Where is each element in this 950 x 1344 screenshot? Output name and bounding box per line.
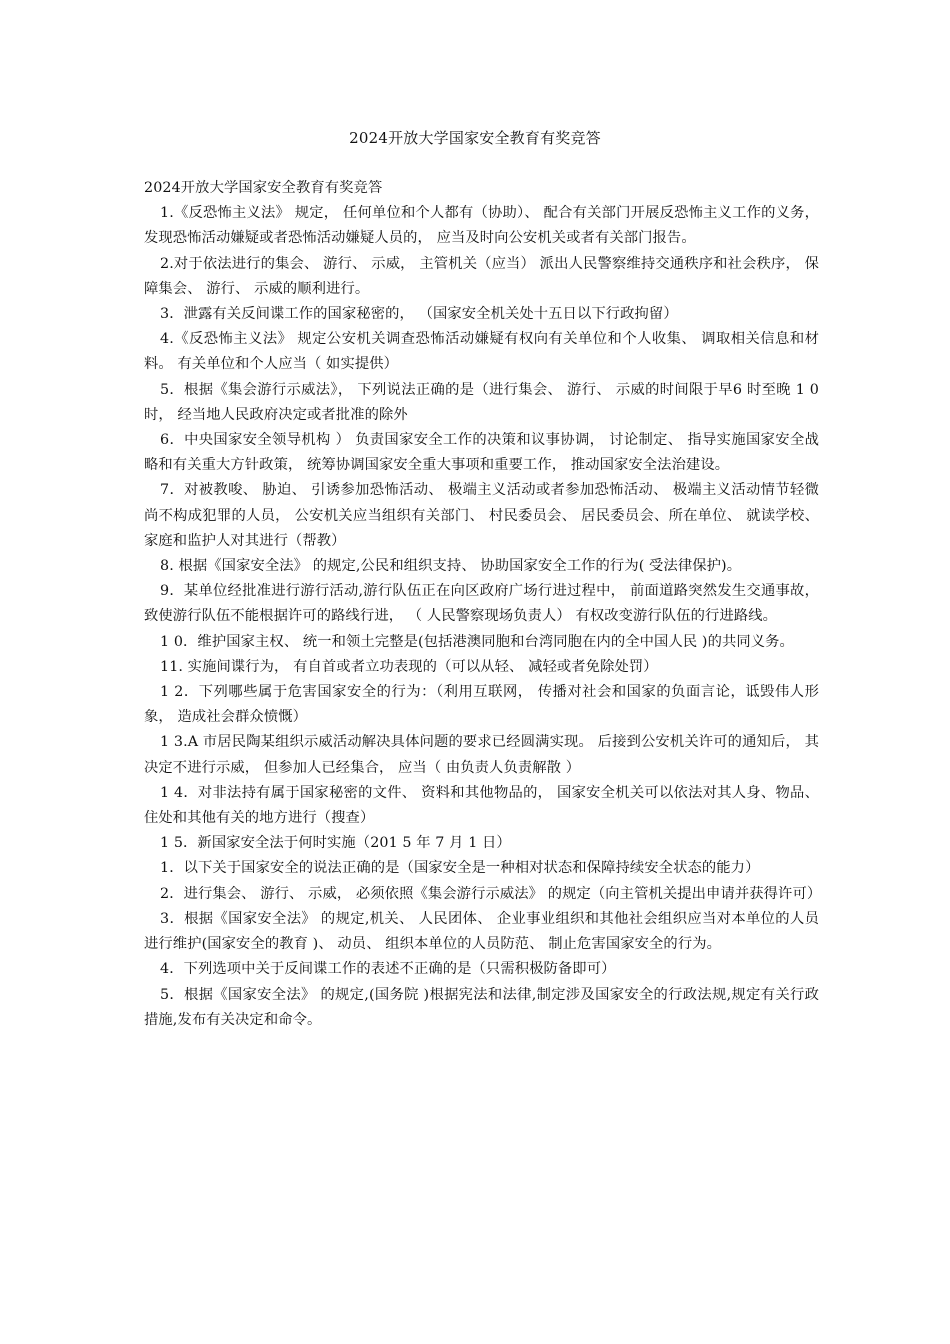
question-paragraph: 1 4．对非法持有属于国家秘密的文件、 资料和其他物品的， 国家安全机关可以依法对其人身、物品、 住处和其他有关的地方进行（搜查） — [144, 784, 819, 827]
question-paragraph: 7．对被教唆、 胁迫、 引诱参加恐怖活动、 极端主义活动或者参加恐怖活动、 极端主义活动情节轻微尚不构成犯罪的人员， 公安机关应当组织有关部门、 村民委员会、 居民委员会、所在单位、 就读学校、 家庭和监护人对其进行（帮教） — [144, 482, 819, 549]
question-paragraph: 8. 根据《国家安全法》 的规定,公民和组织支持、 协助国家安全工作的行为( 受法律保护)。 — [160, 558, 742, 575]
question-paragraph: 4.《反恐怖主义法》 规定公安机关调查恐怖活动嫌疑有权向有关单位和个人收集、 调取相关信息和材料。 有关单位和个人应当（ 如实提供） — [144, 331, 819, 373]
document-body — [144, 176, 822, 1033]
question-paragraph: 5．根据《国家安全法》 的规定,(国务院 )根据宪法和法律,制定涉及国家安全的行政法规,规定有关行政措施,发布有关决定和命令。 — [144, 986, 819, 1028]
question-paragraph: 4．下列选项中关于反间谍工作的表述不正确的是（只需积极防备即可） — [160, 961, 616, 978]
question-paragraph: 2．进行集会、 游行、 示威， 必须依照《集会游行示威法》 的规定（向主管机关提出申请并获得许可） — [160, 885, 822, 902]
question-paragraph: 1.《反恐怖主义法》 规定， 任何单位和个人都有（协助）、 配合有关部门开展反恐怖主义工作的义务， 发现恐怖活动嫌疑或者恐怖活动嫌疑人员的， 应当及时向公安机关或者有关部门报告。 — [144, 205, 819, 247]
question-paragraph: 1 2．下列哪些属于危害国家安全的行为：（利用互联网， 传播对社会和国家的负面言论，诋毁伟人形象， 造成社会群众愤慨） — [144, 684, 819, 726]
question-paragraph: 9．某单位经批准进行游行活动,游行队伍正在向区政府广场行进过程中， 前面道路突然发生交通事故， 致使游行队伍不能根据许可的路线行进， （ 人民警察现场负责人） 有权改变游行队伍的行进路线。 — [144, 583, 819, 625]
question-paragraph: 6．中央国家安全领导机构 ） 负责国家安全工作的决策和议事协调， 讨论制定、 指导实施国家安全战略和有关重大方针政策， 统筹协调国家安全重大事项和重要工作， 推动国家安全法治建设。 — [144, 432, 819, 474]
question-paragraph: 1．以下关于国家安全的说法正确的是（国家安全是一种相对状态和保障持续安全状态的能力） — [160, 860, 760, 877]
question-paragraph: 11. 实施间谍行为， 有自首或者立功表现的（可以从轻、 减轻或者免除处罚） — [160, 658, 658, 675]
document-title: 2024开放大学国家安全教育有奖竞答 — [349, 129, 601, 147]
question-paragraph: 2.对于依法进行的集会、 游行、 示威， 主管机关（应当） 派出人民警察维持交通秩序和社会秩序， 保障集会、 游行、 示威的顺利进行。 — [144, 255, 819, 297]
question-paragraph: 3．泄露有关反间谍工作的国家秘密的， （国家安全机关处十五日以下行政拘留） — [160, 306, 678, 323]
question-paragraph: 3．根据《国家安全法》 的规定,机关、 人民团体、 企业事业组织和其他社会组织应当对本单位的人员进行维护(国家安全的教育 )、 动员、 组织本单位的人员防范、 制止危害国家安全的行为。 — [144, 910, 819, 953]
question-paragraph: 1 3.A 市居民陶某组织示威活动解决具体问题的要求已经圆满实现。 后接到公安机关许可的通知后， 其决定不进行示威， 但参加人已经集合， 应当（ 由负责人负责解散 ） — [144, 734, 819, 776]
question-paragraph: 1 0．维护国家主权、 统一和领土完整是(包括港澳同胞和台湾同胞在内的全中国人民 )的共同义务。 — [160, 633, 794, 650]
question-paragraph: 1 5．新国家安全法于何时实施（201 5 年 7 月 1 日） — [160, 835, 511, 852]
document-subtitle: 2024开放大学国家安全教育有奖竞答 — [144, 180, 383, 196]
question-paragraph: 5．根据《集会游行示威法》， 下列说法正确的是（进行集会、 游行、 示威的时间限于早6 时至晚 1 0 时， 经当地人民政府决定或者批准的除外 — [144, 381, 819, 423]
